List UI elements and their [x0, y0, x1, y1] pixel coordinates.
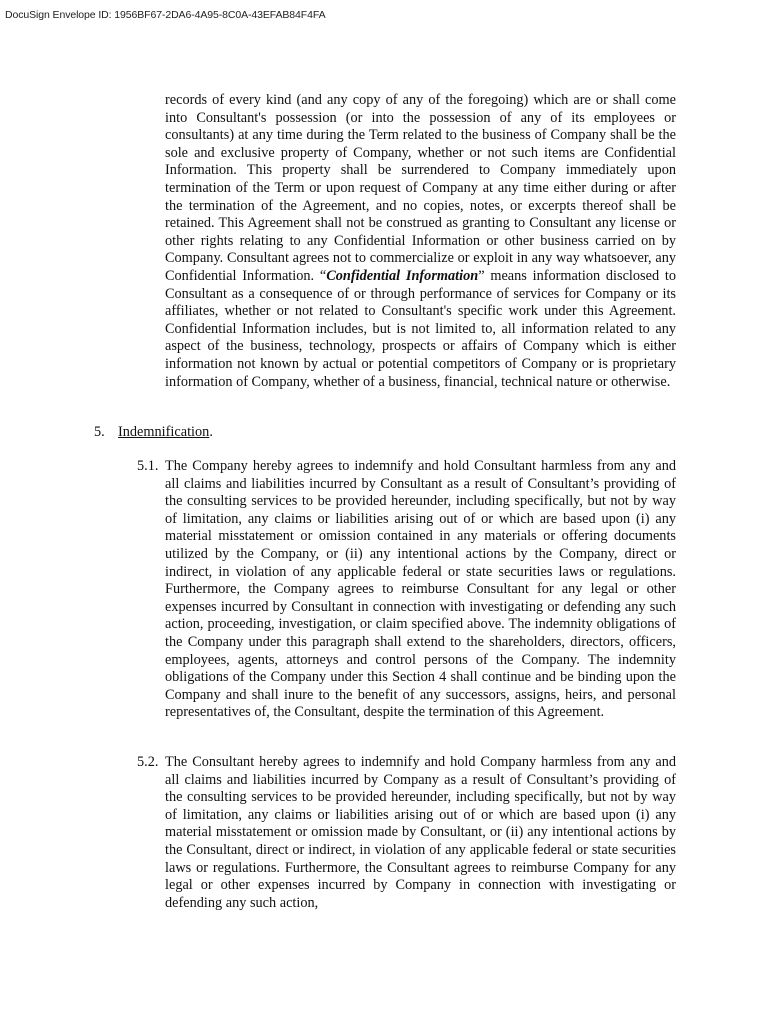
section-5-title: Indemnification [118, 424, 210, 440]
section-5-title-period: . [209, 424, 213, 440]
section-5-heading [94, 424, 213, 442]
section-4-continuation-paragraph [165, 92, 676, 391]
subsection-5-1-paragraph: The Company hereby agrees to indemnify and hold Consultant harmless from any and all claims and liabilities incurred by Consultant as a result of Consultant’s providing of the consulting services to be provided hereunder, including specifically, but not by way of limitation, any claims or liabilities arising out of or which are based upon (i) any material misstatement or omission contained in any materials or offering documents utilized by the Company, or (ii) any intentional actions by the Company, direct or indirect, in violation of any applicable federal or state securities laws or regulations. Furthermore, the Company agrees to reimburse Consultant for any legal or other expenses incurred by Consultant in connection with investigating or defending any such action, proceeding, investigation, or claim specified above. The indemnity obligations of the Company under this paragraph shall extend to the shareholders, directors, officers, employees, agents, attorneys and control persons of the Company. The indemnity obligations of the Company under this Section 4 shall continue and be binding upon the Company and shall inure to the benefit of any successors, assigns, heirs, and personal representatives of, the Consultant, despite the termination of this Agreement. [165, 458, 676, 721]
docusign-envelope-id: DocuSign Envelope ID: 1956BF67-2DA6-4A95-8C0A-43EFAB84F4FA [5, 9, 326, 21]
section-5-number: 5. [94, 424, 105, 440]
paragraph-text-after: ” means information disclosed to Consultant as a consequence of or through performance of services for Company or its affiliates, whether or not related to Consultant's specific work under this Agreement. Confidential Information includes, but is not limited to, all information related to any aspect of the business, technology, prospects or affairs of Company which is either information not known by actual or potential competitors of Company or is proprietary information of Company, whether of a business, financial, technical nature or otherwise. [165, 267, 677, 390]
paragraph-text-before: records of every kind (and any copy of any of the foregoing) which are or shall come into Consultant's possession (or into the possession of any of its employees or consultants) at any time during the Term related to the business of Company shall be the sole and exclusive property of Company, whether or not such items are Confidential Information. This property shall be surrendered to Company immediately upon termination of the Term or upon request of Company at any time either during or after the termination of the Agreement, and no copies, notes, or excerpts thereof shall be retained. This Agreement shall not be construed as granting to Consultant any license or other rights relating to any Confidential Information or other business carried on by Company. Consultant agrees not to commercialize or exploit in any way whatsoever, any Confidential Information. “ [165, 92, 676, 284]
subsection-5-2-paragraph: The Consultant hereby agrees to indemnify and hold Company harmless from any and all claims and liabilities incurred by Company as a result of Consultant’s providing of the consulting services to be provided hereunder, including specifically, but not by way of limitation, any claims or liabilities arising out of or which are based upon (i) any material misstatement or omission made by Consultant, or (ii) any intentional actions by the Consultant, direct or indirect, in violation of any applicable federal or state securities laws or regulations. Furthermore, the Consultant agrees to reimburse Company for any legal or other expenses incurred by Company in connection with investigating or defending any such action, [165, 754, 676, 911]
subsection-5-1-number: 5.1. [137, 458, 159, 474]
defined-term-confidential-information: Confidential Information [326, 267, 479, 284]
subsection-5-2-number: 5.2. [137, 754, 159, 770]
